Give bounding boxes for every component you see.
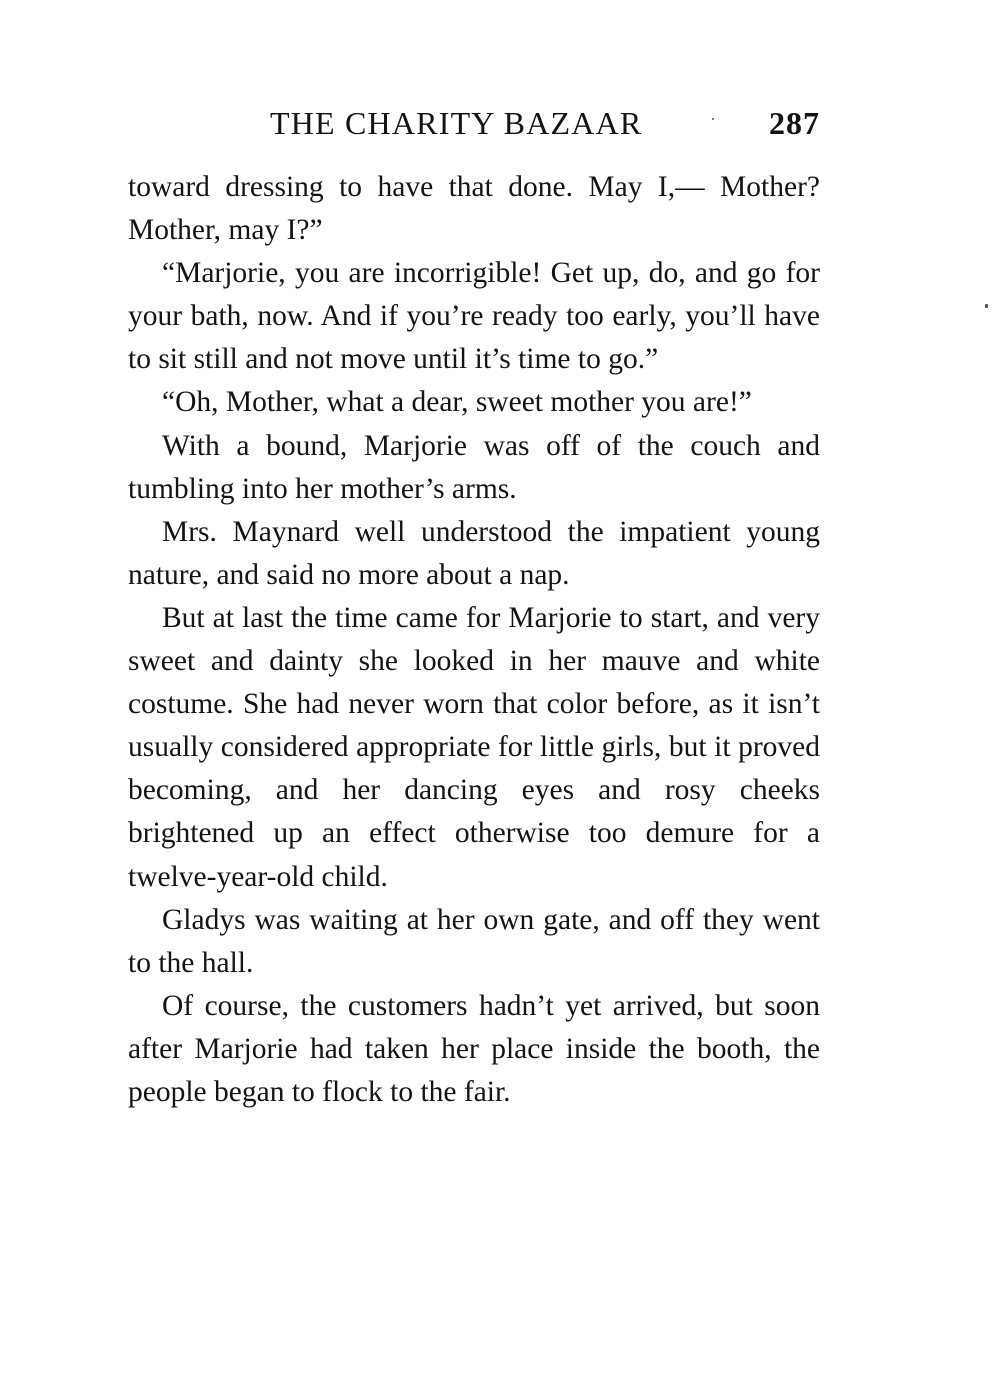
scan-speck [985, 304, 988, 308]
paragraph: Gladys was waiting at her own gate, and off they went to the hall. [128, 903, 820, 979]
paragraph: But at last the time came for Marjorie to start, and very sweet and dainty she looked in her mauve and white costume. She had never worn that color before, as it isn’t usually considered appropriate for little girls, but it proved becoming, and her dancing eyes and rosy cheeks brightened up an effect otherwise too demure for a twelve-year-old child. [128, 601, 820, 893]
scan-speck [712, 118, 714, 120]
body-text [128, 166, 820, 1114]
page-number: 287 [769, 105, 820, 141]
chapter-title: THE CHARITY BAZAAR [270, 105, 643, 141]
paragraph: With a bound, Marjorie was off of the couch and tumbling into her mother’s arms. [128, 429, 820, 505]
running-header [128, 100, 820, 146]
paragraph: Mrs. Maynard well understood the impatient young nature, and said no more about a nap. [128, 515, 820, 591]
paragraph: “Oh, Mother, what a dear, sweet mother you are!” [162, 386, 752, 419]
paragraph: “Marjorie, you are incorrigible! Get up, do, and go for your bath, now. And if you’re ready too early, you’ll have to sit still and not move until it’s time to go.” [128, 257, 820, 376]
paragraph: toward dressing to have that done. May I,— Mother? Mother, may I?” [128, 171, 820, 247]
paragraph: Of course, the customers hadn’t yet arrived, but soon after Marjorie had taken her place inside the booth, the people began to flock to the fair. [128, 989, 820, 1108]
